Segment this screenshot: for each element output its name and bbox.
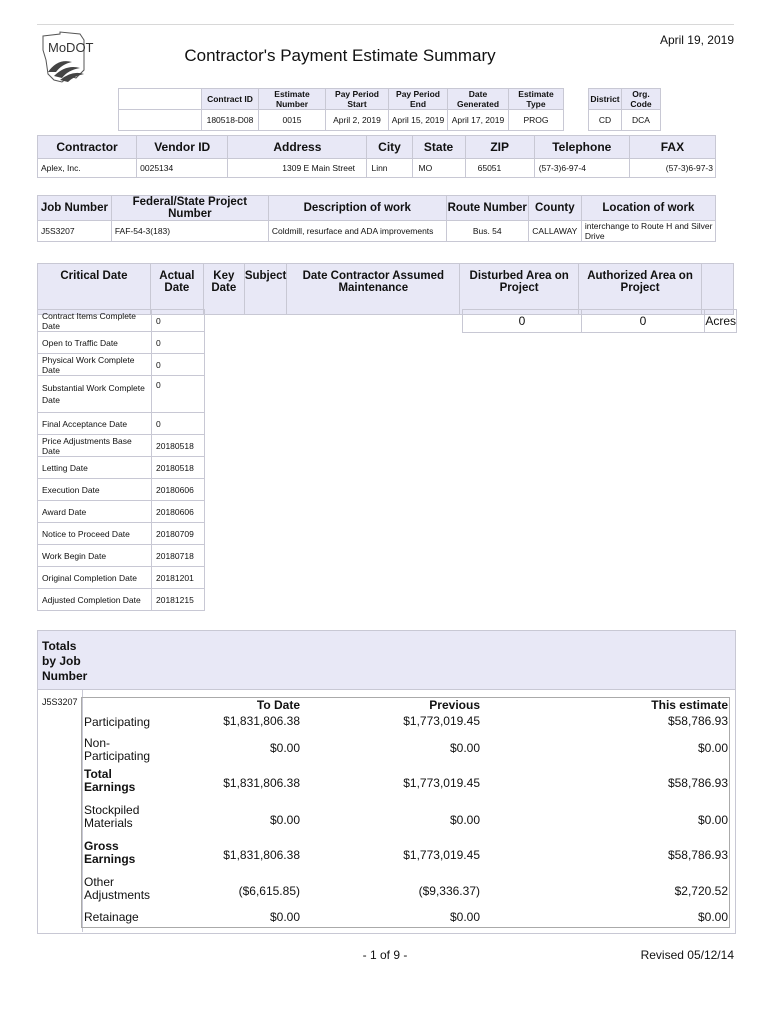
totals-job-number: J5S3207 (42, 697, 78, 707)
authorized-area-value: 0 (582, 310, 705, 333)
description-header: Description of work (268, 196, 446, 221)
subject-header: Subject (244, 264, 287, 315)
estimate-number-header: Estimate Number (259, 89, 326, 110)
pay-period-end-value: April 15, 2019 (389, 110, 448, 131)
participating-previous: $1,773,019.45 (403, 714, 480, 728)
gross-earnings-to-date: $1,831,806.38 (223, 848, 300, 862)
maintenance-date-header: Date Contractor Assumed Maintenance (287, 264, 460, 315)
top-rule (37, 24, 734, 25)
other-adjustments-label: Other Adjustments (84, 875, 151, 902)
key-date-header: Key Date (203, 264, 244, 315)
table-row: Adjusted Completion Date 20181215 (38, 589, 205, 611)
table-row: Open to Traffic Date 0 (38, 332, 205, 354)
table-row: Execution Date 20180606 (38, 479, 205, 501)
pay-period-start-value: April 2, 2019 (326, 110, 389, 131)
contractor-table (37, 135, 716, 178)
stockpiled-previous: $0.00 (449, 813, 480, 827)
actual-date-header: Actual Date (150, 264, 203, 315)
city-header: City (367, 136, 412, 159)
address-value: 1309 E Main Street (228, 159, 367, 178)
total-earnings-previous: $1,773,019.45 (403, 776, 480, 790)
total-earnings-label: Total Earnings (84, 767, 136, 794)
contract-info-table (118, 88, 661, 131)
table-row: Contract Items Complete Date 0 (38, 310, 205, 332)
telephone-value: (57-3)6-97-4 (534, 159, 629, 178)
stockpiled-label: Stockpiled Materials (84, 803, 140, 830)
svg-text:MoDOT: MoDOT (48, 40, 94, 55)
non-participating-to-date: $0.00 (269, 741, 300, 755)
job-number-header: Job Number (38, 196, 112, 221)
district-header: District (589, 89, 622, 110)
stockpiled-this: $0.00 (697, 813, 728, 827)
retainage-this: $0.00 (697, 910, 728, 924)
vendor-id-header: Vendor ID (137, 136, 228, 159)
table-row: Award Date 20180606 (38, 501, 205, 523)
contract-id-value: 180518-D08 (202, 110, 259, 131)
this-estimate-header: This estimate (651, 698, 728, 712)
previous-header: Previous (429, 698, 480, 712)
state-header: State (412, 136, 465, 159)
route-number-header: Route Number (446, 196, 528, 221)
table-row: Original Completion Date 20181201 (38, 567, 205, 589)
non-participating-previous: $0.00 (449, 741, 480, 755)
table-row: Final Acceptance Date 0 (38, 413, 205, 435)
totals-header: Totals by Job Number (42, 639, 88, 683)
total-earnings-this: $58,786.93 (667, 776, 728, 790)
org-code-header: Org. Code (622, 89, 661, 110)
table-row: Physical Work Complete Date 0 (38, 354, 205, 376)
table-row: Letting Date 20180518 (38, 457, 205, 479)
table-row: Work Begin Date 20180718 (38, 545, 205, 567)
fax-header: FAX (629, 136, 715, 159)
disturbed-area-value: 0 (463, 310, 582, 333)
retainage-label: Retainage (84, 910, 139, 924)
other-adjustments-to-date: ($6,615.85) (238, 884, 300, 898)
address-header: Address (228, 136, 367, 159)
date-generated-header: Date Generated (448, 89, 509, 110)
org-code-value: DCA (622, 110, 661, 131)
vendor-id-value: 0025134 (137, 159, 228, 178)
page-title: Contractor's Payment Estimate Summary (184, 46, 496, 65)
telephone-header: Telephone (534, 136, 629, 159)
totals-header-band (38, 631, 735, 690)
authorized-area-header: Authorized Area on Project (579, 264, 702, 315)
to-date-header: To Date (256, 698, 300, 712)
stockpiled-to-date: $0.00 (269, 813, 300, 827)
report-date: April 19, 2019 (659, 33, 734, 47)
participating-this: $58,786.93 (667, 714, 728, 728)
zip-value: 65051 (465, 159, 534, 178)
non-participating-label: Non-Participating (84, 736, 151, 763)
federal-project-header: Federal/State Project Number (111, 196, 268, 221)
pay-period-start-header: Pay Period Start (326, 89, 389, 110)
contractor-value: Aplex, Inc. (38, 159, 137, 178)
retainage-previous: $0.00 (449, 910, 480, 924)
contractor-header: Contractor (38, 136, 137, 159)
participating-label: Participating (84, 715, 151, 729)
location-value: interchange to Route H and Silver Drive (581, 221, 715, 242)
job-table (37, 195, 716, 242)
date-generated-value: April 17, 2019 (448, 110, 509, 131)
participating-to-date: $1,831,806.38 (223, 714, 300, 728)
critical-dates-list (37, 309, 205, 611)
fax-value: (57-3)6-97-3 (629, 159, 715, 178)
non-participating-this: $0.00 (697, 741, 728, 755)
other-adjustments-this: $2,720.52 (674, 884, 728, 898)
critical-date-header: Critical Date (38, 264, 151, 315)
city-value: Linn (367, 159, 412, 178)
area-unit: Acres (705, 310, 737, 333)
pay-period-end-header: Pay Period End (389, 89, 448, 110)
location-header: Location of work (581, 196, 715, 221)
estimate-type-value: PROG (509, 110, 564, 131)
zip-header: ZIP (465, 136, 534, 159)
retainage-to-date: $0.00 (269, 910, 300, 924)
gross-earnings-label: Gross Earnings (84, 839, 136, 866)
job-number-value: J5S3207 (38, 221, 112, 242)
district-value: CD (589, 110, 622, 131)
estimate-type-header: Estimate Type (509, 89, 564, 110)
page-number: - 1 of 9 - (362, 948, 408, 962)
table-row: Notice to Proceed Date 20180709 (38, 523, 205, 545)
gross-earnings-this: $58,786.93 (667, 848, 728, 862)
area-values (462, 309, 737, 333)
table-row: Substantial Work Complete Date 0 (38, 376, 205, 413)
gross-earnings-previous: $1,773,019.45 (403, 848, 480, 862)
disturbed-area-header: Disturbed Area on Project (460, 264, 579, 315)
revision-date: Revised 05/12/14 (640, 948, 734, 962)
route-number-value: Bus. 54 (446, 221, 528, 242)
county-value: CALLAWAY (528, 221, 581, 242)
contract-id-header: Contract ID (202, 89, 259, 110)
description-value: Coldmill, resurface and ADA improvements (268, 221, 446, 242)
estimate-number-value: 0015 (259, 110, 326, 131)
other-adjustments-previous: ($9,336.37) (418, 884, 480, 898)
county-header: County (528, 196, 581, 221)
table-row: Price Adjustments Base Date 20180518 (38, 435, 205, 457)
total-earnings-to-date: $1,831,806.38 (223, 776, 300, 790)
state-value: MO (412, 159, 465, 178)
federal-project-value: FAF-54-3(183) (111, 221, 268, 242)
critical-dates-header (37, 263, 734, 315)
